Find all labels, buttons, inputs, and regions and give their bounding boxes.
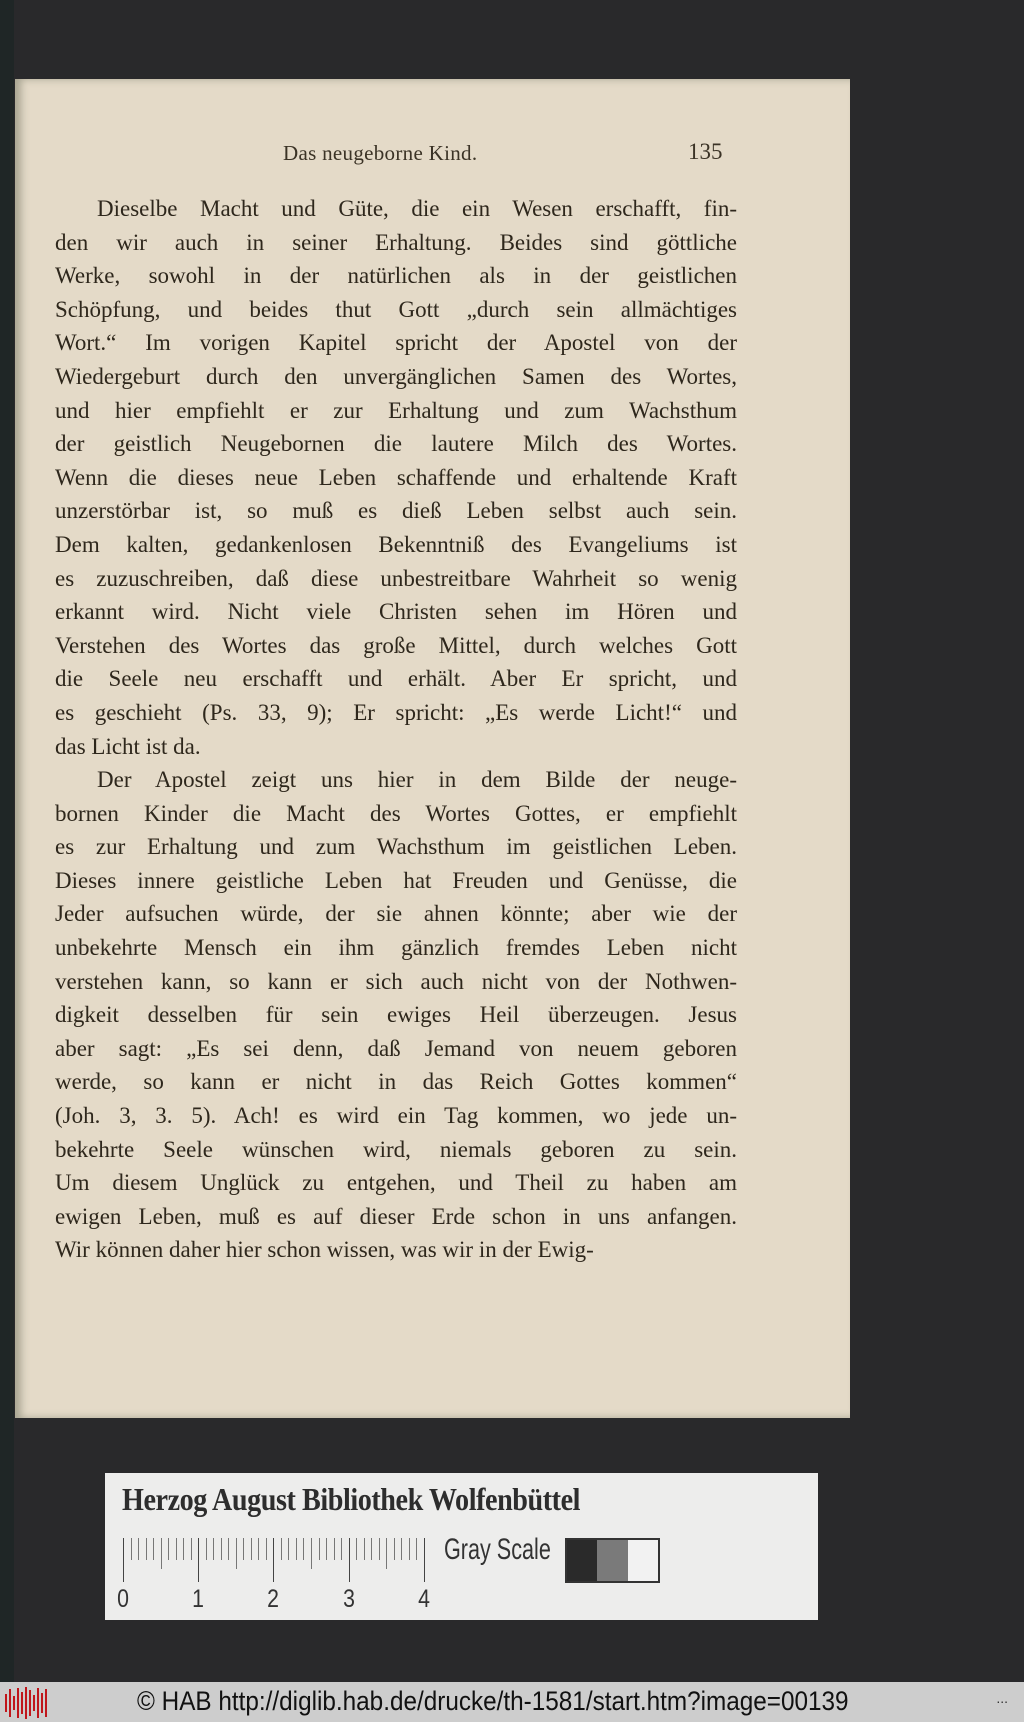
text-line: es zur Erhaltung und zum Wachsthum im geistlichen Leben. — [55, 834, 737, 860]
gray-scale-swatch — [565, 1538, 660, 1583]
text-line: bekehrte Seele wünschen wird, niemals geboren zu sein. — [55, 1136, 737, 1162]
running-head: Das neugeborne Kind. — [283, 141, 478, 165]
library-color-card — [105, 1473, 818, 1620]
text-line: Wiedergeburt durch den unvergänglichen Samen des Wortes, — [55, 363, 737, 389]
ruler-number: 0 — [117, 1585, 129, 1613]
ruler-tick — [319, 1538, 320, 1560]
text-line: aber sagt: „Es sei denn, daß Jemand von neuem geboren — [55, 1035, 737, 1061]
ruler-tick — [213, 1538, 214, 1560]
more-options-button[interactable]: ... — [996, 1690, 1008, 1706]
scanned-page — [15, 79, 850, 1418]
text-line: werde, so kann er nicht in das Reich Gottes kommen“ — [55, 1069, 737, 1095]
ruler-tick — [379, 1538, 380, 1560]
text-line: der geistlich Neugebornen die lautere Milch des Wortes. — [55, 431, 737, 457]
ruler-number: 2 — [267, 1585, 280, 1613]
ruler-tick — [394, 1538, 395, 1560]
text-line: Dem kalten, gedankenlosen Bekenntniß des Evangeliums ist — [55, 531, 737, 557]
ruler-tick — [138, 1538, 139, 1560]
ruler-tick — [311, 1538, 312, 1569]
ruler-tick — [288, 1538, 289, 1560]
text-line: Werke, sowohl in der natürlichen als in der geistlichen — [55, 263, 737, 289]
text-line: Jeder aufsuchen würde, der sie ahnen könnte; aber wie der — [55, 901, 737, 927]
text-line: bornen Kinder die Macht des Wortes Gottes, er empfiehlt — [55, 800, 737, 826]
text-line: unbekehrte Mensch ein ihm gänzlich fremdes Leben nicht — [55, 935, 737, 961]
text-line: und hier empfiehlt er zur Erhaltung und zum Wachsthum — [55, 397, 737, 423]
text-line: Wir können daher hier schon wissen, was wir in der Ewig- — [55, 1237, 594, 1263]
ruler-tick — [243, 1538, 244, 1560]
text-line: es zuzuschreiben, daß diese unbestreitbare Wahrheit so wenig — [55, 565, 737, 591]
text-line: das Licht ist da. — [55, 733, 201, 759]
ruler-tick — [409, 1538, 410, 1560]
text-line: Dieses innere geistliche Leben hat Freuden und Genüsse, die — [55, 867, 737, 893]
ruler-tick — [416, 1538, 417, 1560]
ruler-tick — [386, 1538, 387, 1569]
gray-swatch — [597, 1540, 627, 1581]
ruler-tick — [221, 1538, 222, 1560]
text-line: Dieselbe Macht und Güte, die ein Wesen erschafft, fin- — [97, 196, 737, 221]
text-line: Verstehen des Wortes das große Mittel, durch welches Gott — [55, 632, 737, 658]
ruler-tick — [303, 1538, 304, 1560]
ruler-tick — [251, 1538, 252, 1560]
ruler-tick — [266, 1538, 267, 1560]
ruler-tick — [168, 1538, 169, 1560]
ruler-number: 4 — [417, 1585, 430, 1613]
ruler-tick — [191, 1538, 192, 1560]
ruler-tick — [236, 1538, 237, 1569]
ruler-tick — [364, 1538, 365, 1560]
hab-logo-icon — [5, 1687, 47, 1719]
gray-swatch — [567, 1540, 597, 1581]
ruler-tick — [161, 1538, 162, 1569]
text-line: verstehen kann, so kann er sich auch nicht von der Nothwen- — [55, 968, 737, 994]
ruler-tick — [198, 1538, 199, 1582]
ruler-tick — [334, 1538, 335, 1560]
body-text — [55, 192, 737, 1267]
ruler-tick — [206, 1538, 207, 1560]
ruler-tick — [424, 1538, 425, 1582]
ruler-tick — [371, 1538, 372, 1560]
text-line: (Joh. 3, 3. 5). Ach! es wird ein Tag kommen, wo jede un- — [55, 1103, 737, 1129]
gray-swatch — [628, 1540, 658, 1581]
text-line: digkeit desselben für sein ewiges Heil überzeugen. Jesus — [55, 1002, 737, 1028]
library-name: Herzog August Bibliothek Wolfenbüttel — [122, 1481, 581, 1517]
text-line: die Seele neu erschafft und erhält. Aber Er spricht, und — [55, 666, 737, 692]
footer-bar — [0, 1682, 1024, 1722]
ruler-tick — [349, 1538, 350, 1582]
text-line: Der Apostel zeigt uns hier in dem Bilde der neuge- — [97, 767, 737, 793]
ruler-tick — [183, 1538, 184, 1560]
ruler-tick — [258, 1538, 259, 1560]
text-line: Wort.“ Im vorigen Kapitel spricht der Apostel von der — [55, 330, 737, 356]
book-spine-edge — [0, 0, 14, 1682]
text-line: den wir auch in seiner Erhaltung. Beides sind göttliche — [55, 229, 737, 255]
page-number: 135 — [688, 139, 723, 164]
ruler-tick — [131, 1538, 132, 1560]
ruler-tick — [123, 1538, 124, 1582]
text-line: ewigen Leben, muß es auf dieser Erde schon in uns anfangen. — [55, 1203, 737, 1229]
ruler-number: 1 — [192, 1585, 205, 1613]
text-line: Um diesem Unglück zu entgehen, und Theil zu haben am — [55, 1170, 737, 1196]
text-line: Wenn die dieses neue Leben schaffende und erhaltende Kraft — [55, 464, 737, 490]
text-line: Schöpfung, und beides thut Gott „durch sein allmächtiges — [55, 296, 737, 322]
ruler-tick — [153, 1538, 154, 1560]
ruler-tick — [326, 1538, 327, 1560]
ruler-tick — [296, 1538, 297, 1560]
text-line: erkannt wird. Nicht viele Christen sehen im Hören und — [55, 599, 737, 625]
ruler-tick — [356, 1538, 357, 1560]
gray-scale-label: Gray Scale — [444, 1533, 551, 1566]
ruler-number: 3 — [342, 1585, 355, 1613]
text-line: unzerstörbar ist, so muß es dieß Leben selbst auch sein. — [55, 498, 737, 524]
source-url[interactable]: © HAB http://diglib.hab.de/drucke/th-1581/start.htm?image=00139 — [137, 1686, 849, 1716]
ruler-tick — [273, 1538, 274, 1582]
ruler-tick — [341, 1538, 342, 1560]
ruler-tick — [228, 1538, 229, 1560]
ruler-tick — [401, 1538, 402, 1560]
ruler-tick — [146, 1538, 147, 1560]
text-line: es geschieht (Ps. 33, 9); Er spricht: „Es werde Licht!“ und — [55, 699, 737, 725]
ruler-tick — [281, 1538, 282, 1560]
ruler-tick — [176, 1538, 177, 1560]
